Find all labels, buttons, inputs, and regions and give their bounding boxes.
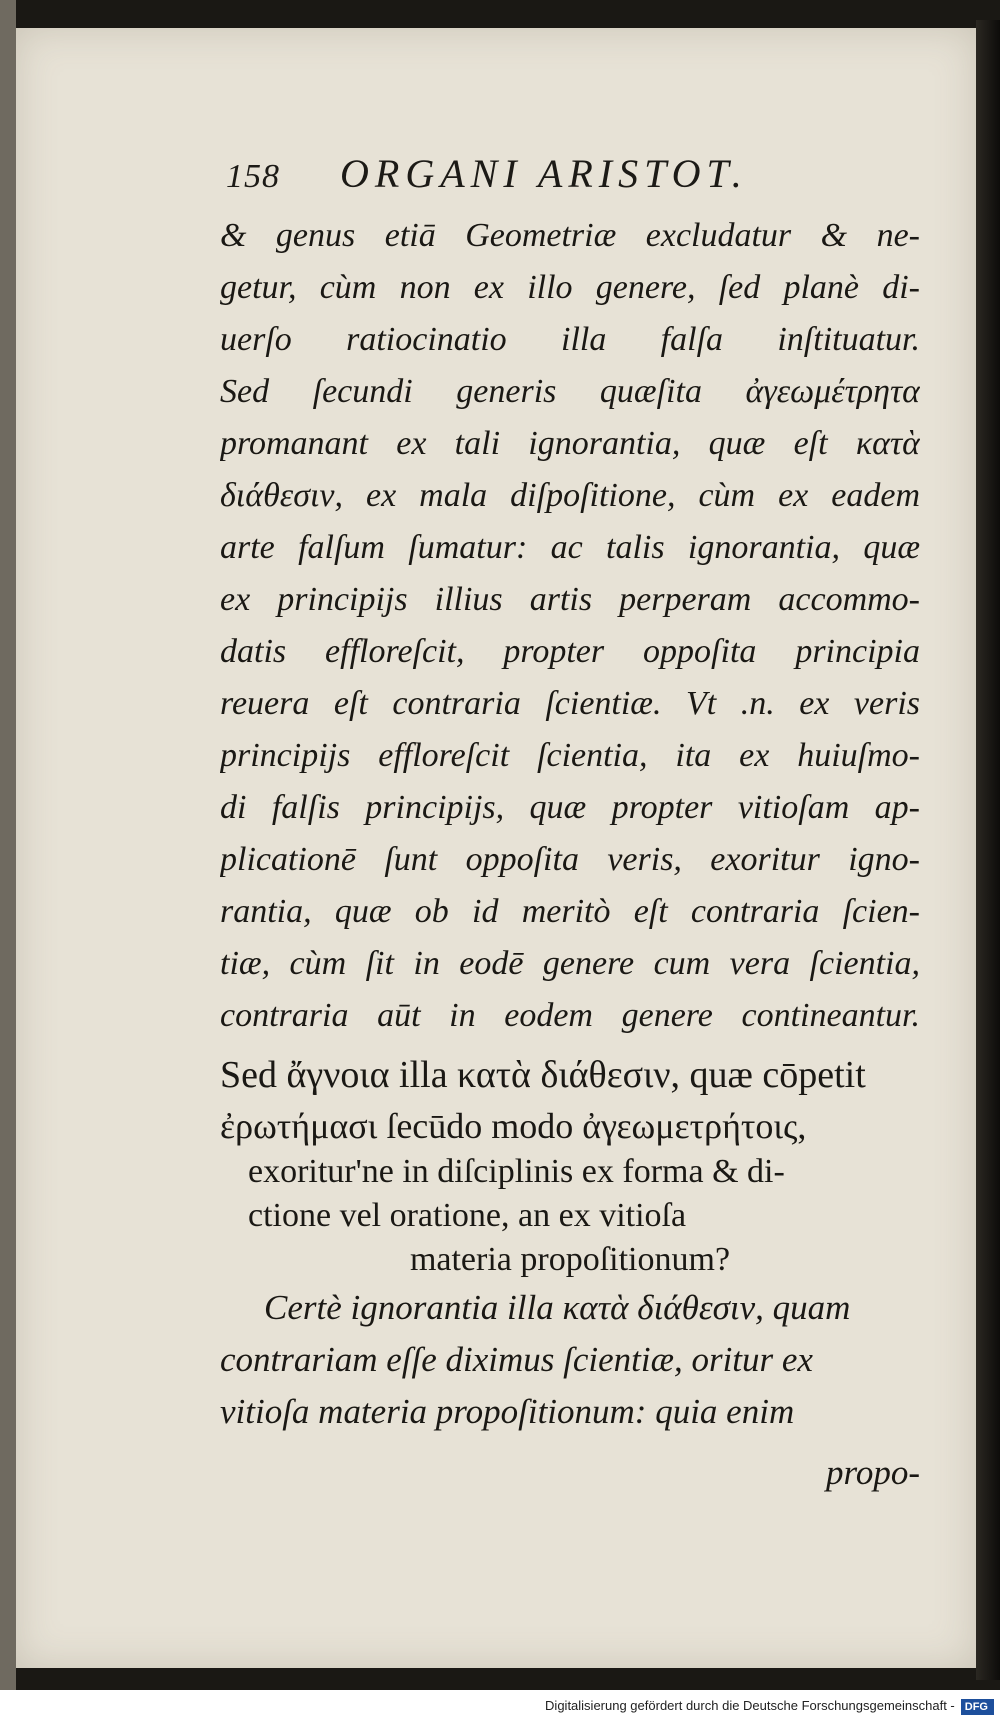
text-line: uerſo ratiocinatio illa falſa inſtituatur. [220,321,920,358]
text-line: Certè ignorantia illa κατὰ διάθεσιν, quam [264,1288,851,1327]
text-line: datis effloreſcit, propter oppoſita principia [220,633,920,670]
text-line: & genus etiā Geometriæ excludatur & ne- [220,217,920,254]
text-line: promanant ex tali ignorantia, quæ eſt κατὰ [220,425,920,462]
page-edge [976,20,1000,1680]
footer-text: Digitalisierung gefördert durch die Deutsche Forschungsgemeinschaft - [545,1698,955,1713]
page-number: 158 [226,158,280,195]
text-line: reuera eſt contraria ſcientiæ. Vt .n. ex veris [220,685,920,722]
text-line: διάθεσιν, ex mala diſpoſitione, cùm ex eadem [220,477,920,514]
running-head [226,150,926,210]
scan-frame-left [0,0,16,1721]
catchword: propo- [826,1453,920,1492]
text-line: tiæ, cùm ſit in eodē genere cum vera ſcientia, [220,945,920,982]
text-line: contrariam eſſe diximus ſcientiæ, oritur ex [220,1340,813,1379]
paragraph-1 [220,210,920,1042]
question-line: ἐρωτήμασι ſecūdo modo ἀγεωμετρήτοις, [220,1106,807,1146]
text-line: contraria aūt in eodem genere contineantur. [220,997,920,1034]
question-line: Sed ἄγνοια illa κατὰ διάθεσιν, quæ cōpetit [220,1054,866,1096]
text-line: principijs effloreſcit ſcientia, ita ex huiuſmo- [220,737,920,774]
text-line: Sed ſecundi generis quæſita ἀγεωμέτρητα [220,373,920,410]
question-line: ctione vel oratione, an ex vitioſa [248,1197,687,1234]
digitization-footer [0,1690,1000,1721]
text-line: vitioſa materia propoſitionum: quia enim [220,1392,795,1431]
question-line: materia propoſitionum? [409,1241,731,1278]
text-line: di falſis principijs, quæ propter vitioſam ap- [220,789,920,826]
running-title: ORGANI ARISTOT. [340,151,748,196]
text-line: getur, cùm non ex illo genere, ſed planè di- [220,269,920,306]
question-line: exoritur'ne in diſciplinis ex forma & di- [248,1153,785,1190]
question-heading [220,1048,920,1282]
dfg-logo-icon: DFG [961,1699,994,1715]
paragraph-2 [220,1282,920,1508]
text-line: plicationē ſunt oppoſita veris, exoritur igno- [220,841,920,878]
text-line: rantia, quæ ob id meritò eſt contraria ſcien- [220,893,920,930]
text-line: ex principijs illius artis perperam accommo- [220,581,920,618]
text-line: arte falſum ſumatur: ac talis ignorantia, quæ [220,529,920,566]
